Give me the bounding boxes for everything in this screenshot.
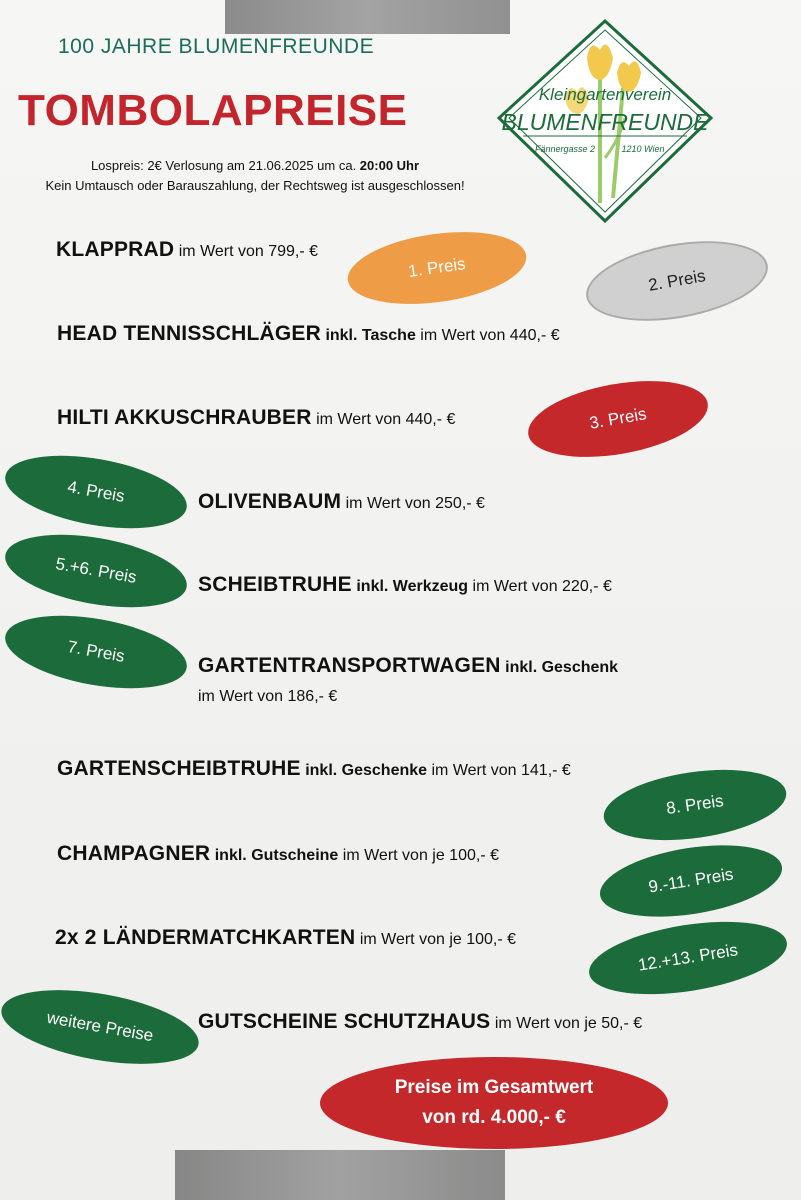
prize-value: im Wert von 440,- €: [420, 327, 560, 344]
prize-value: im Wert von 440,- €: [316, 411, 456, 428]
info-text: [0, 156, 510, 196]
prize-row-3: [57, 406, 455, 430]
prize-badge-2: 2. Preis: [580, 229, 774, 334]
prize-name: HILTI AKKUSCHRAUBER: [57, 406, 312, 429]
logo-street: Fännergasse 2: [534, 144, 596, 154]
prize-sub: inkl. Gutscheine: [214, 847, 339, 864]
prize-sub: inkl. Geschenke: [305, 762, 428, 779]
prize-row-7: [198, 654, 618, 678]
prize-value: im Wert von 220,- €: [472, 578, 612, 595]
page-title: TOMBOLAPREISE: [18, 86, 408, 135]
prize-value: im Wert von 141,- €: [431, 762, 571, 779]
prize-badge-4: 4. Preis: [0, 444, 192, 541]
prize-name: KLAPPRAD: [56, 238, 175, 261]
prize-badge-5: 5.+6. Preis: [0, 523, 192, 620]
prize-name: HEAD TENNISSCHLÄGER: [57, 322, 321, 345]
prize-value: im Wert von je 100,- €: [359, 931, 517, 948]
prize-badge-7: 7. Preis: [0, 604, 192, 701]
prize-row-8: [57, 757, 571, 781]
info-price-date: Lospreis: 2€ Verlosung am 21.06.2025 um ca.: [90, 158, 360, 173]
prize-value: im Wert von 250,- €: [345, 495, 485, 512]
prize-row-9: [57, 842, 499, 866]
prize-name: GARTENSCHEIBTRUHE: [57, 757, 301, 780]
prize-badge-8: 8. Preis: [599, 760, 790, 851]
prize-row-4: [198, 490, 485, 514]
logo-city: 1210 Wien: [621, 144, 665, 154]
prize-name: SCHEIBTRUHE: [198, 573, 352, 596]
info-line-2: Kein Umtausch oder Barauszahlung, der Rechtsweg ist ausgeschlossen!: [45, 178, 465, 193]
prize-name: GUTSCHEINE SCHUTZHAUS: [198, 1010, 491, 1033]
prize-row-7-value: [198, 688, 337, 706]
prize-row-more: [198, 1010, 642, 1034]
total-value-badge: [320, 1057, 668, 1149]
prize-name: CHAMPAGNER: [57, 842, 211, 865]
prize-name: GARTENTRANSPORTWAGEN: [198, 654, 501, 677]
logo-line-1: Kleingartenverein: [538, 85, 672, 104]
info-time: 20:00 Uhr: [359, 158, 420, 173]
prize-row-2: [57, 322, 560, 346]
logo-line-2: BLUMENFREUNDE: [501, 109, 709, 135]
prize-sub: inkl. Tasche: [325, 327, 416, 344]
club-logo: [495, 18, 715, 223]
total-line-1: Preise im Gesamtwert: [394, 1077, 594, 1098]
prize-badge-9: 9.-11. Preis: [595, 834, 787, 928]
prize-name: OLIVENBAUM: [198, 490, 342, 513]
prize-value: im Wert von je 50,- €: [494, 1015, 643, 1032]
prize-badge-12: 12.+13. Preis: [584, 910, 792, 1006]
total-line-2: von rd. 4.000,- €: [422, 1107, 566, 1128]
prize-badge-1: 1. Preis: [343, 222, 531, 314]
prize-badge-more: weitere Preise: [0, 977, 204, 1077]
prize-value: im Wert von 186,- €: [198, 688, 338, 705]
info-line-1: [0, 156, 510, 176]
prize-sub: inkl. Geschenk: [505, 659, 619, 676]
subtitle: 100 JAHRE BLUMENFREUNDE: [58, 35, 375, 58]
prize-row-12: [55, 926, 516, 950]
prize-sub: inkl. Werkzeug: [356, 578, 469, 595]
prize-name: 2x 2 LÄNDERMATCHKARTEN: [55, 926, 356, 949]
tape-top: [225, 0, 510, 34]
tape-bottom: [175, 1150, 505, 1200]
prize-row-5: [198, 573, 612, 597]
prize-row-1: [56, 238, 318, 262]
prize-value: im Wert von 799,- €: [178, 243, 319, 260]
prize-value: im Wert von je 100,- €: [342, 847, 499, 864]
prize-badge-3: 3. Preis: [522, 369, 713, 470]
